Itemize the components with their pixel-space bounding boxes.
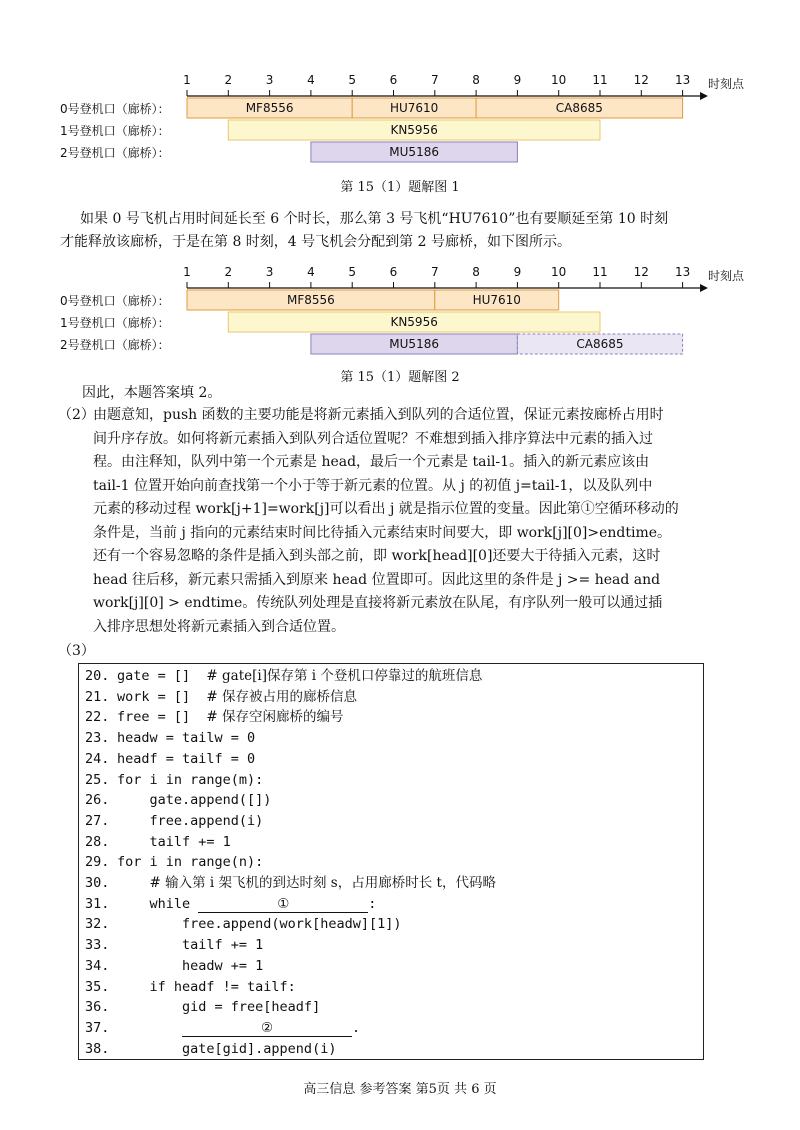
fig1-tick-label: 12: [633, 73, 649, 87]
fig1-tick-label: 10: [551, 73, 567, 87]
part2-line: tail-1 位置开始向前查找第一个小于等于新元素的位置。从 j 的初值 j=tail-1，以及队列中: [93, 477, 653, 494]
code-text: gate.append([]): [117, 792, 272, 809]
mid-paragraph: [60, 208, 770, 254]
fig1-axis-label: 时刻点: [708, 77, 745, 91]
part2-paragraph: [93, 404, 773, 639]
fig2-row-label: 1号登机口（廊桥）：: [60, 316, 170, 330]
fig2-tick-label: 5: [348, 265, 357, 279]
code-line: [85, 707, 344, 728]
fig2-tick-label: 3: [265, 265, 274, 279]
code-listing-box: [78, 663, 704, 1060]
fig1-tick-label: 7: [430, 73, 439, 87]
code-text: gid = free[headf]: [117, 999, 321, 1016]
code-text: [117, 1020, 182, 1036]
part2-line: 由题意知，push 函数的主要功能是将新元素插入到队列的合适位置，保证元素按廊桥占用时: [93, 407, 664, 423]
line-number: 22.: [85, 709, 110, 726]
fig1-tick-label: 13: [674, 73, 691, 87]
code-text: free = []: [117, 709, 207, 726]
code-line: [85, 728, 255, 749]
code-line: [85, 687, 357, 708]
code-line: [85, 977, 296, 998]
code-comment: # gate[i]保存第 i 个登机口停靠过的航班信息: [206, 668, 483, 684]
fig1-bar-label: CA8685: [555, 101, 603, 115]
code-line: [85, 790, 271, 811]
mid-text-line-2: 才能释放该廊桥，于是在第 8 时刻，4 号飞机会分配到第 2 号廊桥，如下图所示。: [60, 234, 571, 250]
code-text: free.append(work[headw][1]): [117, 916, 402, 933]
fig1-row-label: 2号登机口（廊桥）：: [60, 146, 170, 160]
fig2-tick-label: 4: [307, 265, 315, 279]
code-comment: # 保存空闲廊桥的编号: [206, 709, 344, 726]
code-comment: # 输入第 i 架飞机的到达时刻 s，占用廊桥时长 t，代码略: [149, 875, 496, 891]
code-line: [85, 811, 263, 832]
line-number: 26.: [85, 792, 110, 809]
line-number: 21.: [85, 688, 110, 705]
part2-line: 入排序思想处将新元素插入到合适位置。: [93, 618, 345, 635]
gate-timeline-figure-2: [0, 252, 800, 362]
code-line: [85, 956, 263, 977]
code-line: [85, 1018, 360, 1039]
code-text: free.append(i): [117, 812, 264, 829]
fig2-bar-label: MU5186: [389, 337, 439, 351]
code-text: for i in range(m):: [117, 771, 264, 788]
fig2-row-label: 0号登机口（廊桥）：: [60, 294, 170, 308]
blank-2-suffix: .: [352, 1019, 361, 1036]
code-line: [85, 666, 482, 687]
line-number: 33.: [85, 937, 110, 954]
line-number: 30.: [85, 875, 110, 891]
code-text: headf = tailf = 0: [117, 750, 256, 767]
part2-line: 条件是，当前 j 指向的元素结束时间比待插入元素结束时间要大，即 work[j][0]>endtime。: [93, 524, 672, 541]
blank-1-suffix: :: [368, 895, 377, 912]
fig2-tick-label: 12: [633, 265, 649, 279]
answer-line: 因此，本题答案填 2。: [82, 385, 222, 401]
line-number: 31.: [85, 895, 110, 912]
code-comment: # 保存被占用的廊桥信息: [206, 688, 358, 705]
fig2-bar-label: MF8556: [287, 293, 335, 307]
fig2-tick-label: 1: [183, 265, 191, 279]
mid-text-line-1: 如果 0 号飞机占用时间延长至 6 个时长，那么第 3 号飞机“HU7610”也有要顺延至第 10 时刻: [80, 211, 669, 227]
fig1-row-label: 0号登机口（廊桥）：: [60, 102, 170, 116]
part2-line: work[j][0] > endtime。传统队列处理是直接将新元素放在队尾，有序队列一般可以通过插: [93, 595, 663, 611]
fig2-row-label: 2号登机口（廊桥）：: [60, 338, 170, 352]
fig2-bar-label: KN5956: [390, 315, 438, 329]
part2-line: 元素的移动过程 work[j+1]=work[j]可以看出 j 就是指示位置的变量。因此第①空循环移动的: [93, 501, 679, 517]
blank-1: ①: [198, 896, 368, 913]
code-text: gate[gid].append(i): [117, 1040, 337, 1057]
code-text: tailf += 1: [117, 833, 231, 850]
code-text: gate = []: [117, 668, 207, 684]
part3-label: （3）: [58, 643, 95, 659]
fig1-tick-label: 9: [513, 73, 522, 87]
code-text: headw += 1: [117, 957, 264, 974]
line-number: 36.: [85, 999, 110, 1016]
fig2-tick-label: 10: [551, 265, 567, 279]
fig2-tick-label: 2: [224, 265, 233, 279]
line-number: 32.: [85, 916, 110, 933]
page-footer: 高三信息 参考答案 第5页 共 6 页: [303, 1082, 497, 1097]
part2-line: 间升序存放。如何将新元素插入到队列合适位置呢？不难想到插入排序算法中元素的插入过: [93, 430, 653, 447]
code-text: if headf != tailf:: [117, 978, 296, 995]
fig2-axis-arrow: [700, 284, 708, 292]
line-number: 23.: [85, 730, 110, 747]
fig1-tick-label: 2: [224, 73, 233, 87]
figure-2-caption: 第 15（1）题解图 2: [340, 370, 460, 385]
part2-label: （2）: [58, 407, 95, 423]
code-line: [85, 832, 231, 853]
fig1-tick-label: 1: [183, 73, 191, 87]
fig2-tick-label: 6: [389, 265, 398, 279]
figure-1-caption: 第 15（1）题解图 1: [340, 180, 460, 195]
line-number: 29.: [85, 854, 110, 871]
line-number: 34.: [85, 957, 110, 974]
code-line: [85, 852, 263, 873]
code-line: [85, 997, 320, 1018]
fig2-tick-label: 13: [674, 265, 691, 279]
fig1-tick-label: 6: [389, 73, 398, 87]
fig2-tick-label: 8: [472, 265, 480, 279]
code-text: for i in range(n):: [117, 854, 264, 871]
line-number: 37.: [85, 1019, 110, 1036]
fig1-tick-label: 3: [265, 73, 274, 87]
blank-2: ②: [182, 1020, 352, 1037]
line-number: 35.: [85, 978, 110, 995]
code-line: [85, 914, 401, 935]
part2-line: 还有一个容易忽略的条件是插入到头部之前，即 work[head][0]还要大于待插入元素，这时: [93, 548, 661, 564]
fig2-axis-label: 时刻点: [708, 269, 745, 283]
line-number: 24.: [85, 750, 110, 767]
code-line: [85, 935, 263, 956]
part2-line: head 往后移，新元素只需插入到原来 head 位置即可。因此这里的条件是 j >= head and: [93, 571, 661, 588]
fig2-tick-label: 11: [592, 265, 608, 279]
fig1-bar-label: MF8556: [245, 101, 294, 115]
line-number: 20.: [85, 668, 110, 684]
fig1-bar-label: MU5186: [389, 145, 439, 159]
fig1-bar-label: KN5956: [390, 123, 438, 137]
code-text: while: [117, 895, 199, 912]
fig1-tick-label: 4: [307, 73, 315, 87]
code-line: [85, 1039, 336, 1060]
fig2-bar-label: CA8685: [576, 337, 624, 351]
gate-timeline-figure-1: [0, 60, 800, 170]
fig1-tick-label: 8: [472, 73, 480, 87]
code-line: [85, 894, 376, 915]
fig1-tick-label: 5: [348, 73, 357, 87]
part2-line: 程。由注释知，队列中第一个元素是 head，最后一个元素是 tail-1。插入的新元素应该由: [93, 454, 650, 470]
line-number: 38.: [85, 1040, 110, 1057]
code-text: [117, 875, 150, 891]
line-number: 25.: [85, 771, 110, 788]
fig2-tick-label: 7: [430, 265, 439, 279]
fig1-row-label: 1号登机口（廊桥）：: [60, 124, 170, 138]
fig1-bar-label: HU7610: [389, 101, 439, 115]
line-number: 27.: [85, 812, 110, 829]
fig2-bar-label: HU7610: [472, 293, 521, 307]
fig1-tick-label: 11: [592, 73, 608, 87]
code-text: tailf += 1: [117, 937, 264, 954]
fig2-tick-label: 9: [513, 265, 522, 279]
code-text: headw = tailw = 0: [117, 730, 256, 747]
line-number: 28.: [85, 833, 110, 850]
code-line: [85, 770, 263, 791]
code-line: [85, 749, 255, 770]
code-line: [85, 873, 496, 894]
code-text: work = []: [117, 688, 207, 705]
fig1-axis-arrow: [700, 92, 708, 100]
